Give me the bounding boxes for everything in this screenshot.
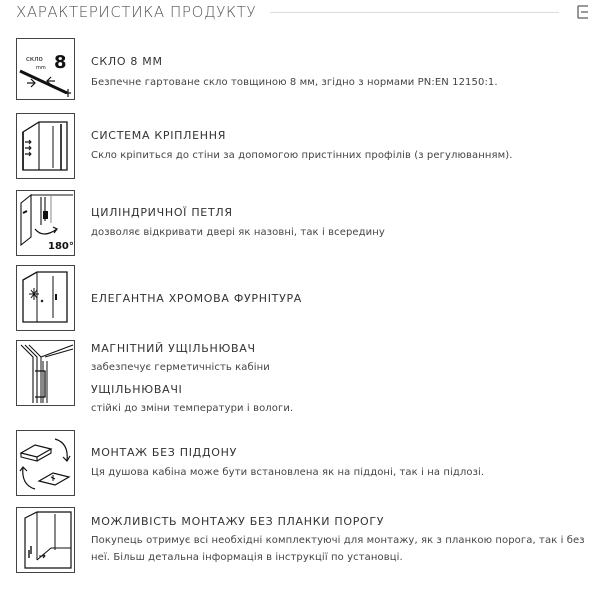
- section-header: [16, 0, 593, 26]
- feature-description: Покупець отримує всі необхідні комплектуючі для монтажу, як з планкою порога, так і без неї. Більш детальна інформація в інструкції по установці.: [91, 535, 585, 563]
- icon-label-value: 8: [54, 52, 67, 73]
- magnetic-seal-icon: [16, 340, 75, 406]
- icon-label-unit: mm: [36, 65, 46, 71]
- feature-description: Ця душова кабіна може бути встановлена як на піддоні, так і на підлозі.: [91, 467, 485, 478]
- feature-description: забезпечує герметичність кабіни: [91, 362, 270, 373]
- feature-subdescription: стійкі до зміни температури і вологи.: [91, 403, 294, 414]
- feature-text: [91, 430, 586, 481]
- glass-thickness-icon: [16, 38, 75, 100]
- mounting-system-icon: [16, 113, 75, 179]
- header-divider: [270, 12, 559, 13]
- feature-description: Безпечне гартоване скло товщиною 8 мм, згідно з нормами PN:EN 12150:1.: [91, 77, 498, 88]
- hinge-180-icon: [16, 190, 75, 256]
- feature-title: ЕЛЕГАНТНА ХРОМОВА ФУРНІТУРА: [91, 292, 303, 305]
- feature-description: Скло кріпиться до стіни за допомогою пристінних профілів (з регулюванням).: [91, 150, 513, 161]
- section-title: ХАРАКТЕРИСТИКА ПРОДУКТУ: [16, 3, 257, 21]
- feature-description: дозволяє відкривати двері як назовні, так і всередину: [91, 227, 385, 238]
- feature-title: МОНТАЖ БЕЗ ПІДДОНУ: [91, 446, 237, 459]
- no-threshold-icon: [16, 507, 75, 573]
- tray-mount-icon: [16, 430, 75, 496]
- hinge-angle-label: 180°: [48, 241, 74, 252]
- icon-label-top: скло: [26, 55, 43, 63]
- feature-title: ЦИЛІНДРИЧНОЇ ПЕТЛЯ: [91, 206, 233, 219]
- feature-text: [91, 340, 586, 417]
- chrome-fittings-icon: [16, 265, 75, 331]
- collapse-icon[interactable]: [577, 5, 591, 19]
- feature-text: [91, 507, 586, 566]
- feature-text: [91, 265, 586, 305]
- feature-text: [91, 113, 586, 164]
- feature-title: МАГНІТНИЙ УЩІЛЬНЮВАЧ: [91, 342, 256, 355]
- feature-text: [91, 190, 586, 241]
- feature-text: [91, 38, 586, 91]
- feature-title: МОЖЛИВІСТЬ МОНТАЖУ БЕЗ ПЛАНКИ ПОРОГУ: [91, 515, 385, 528]
- feature-title: СИСТЕМА КРІПЛЕННЯ: [91, 129, 227, 142]
- feature-subtitle: УЩІЛЬНЮВАЧІ: [91, 383, 183, 396]
- feature-title: СКЛО 8 ММ: [91, 55, 163, 68]
